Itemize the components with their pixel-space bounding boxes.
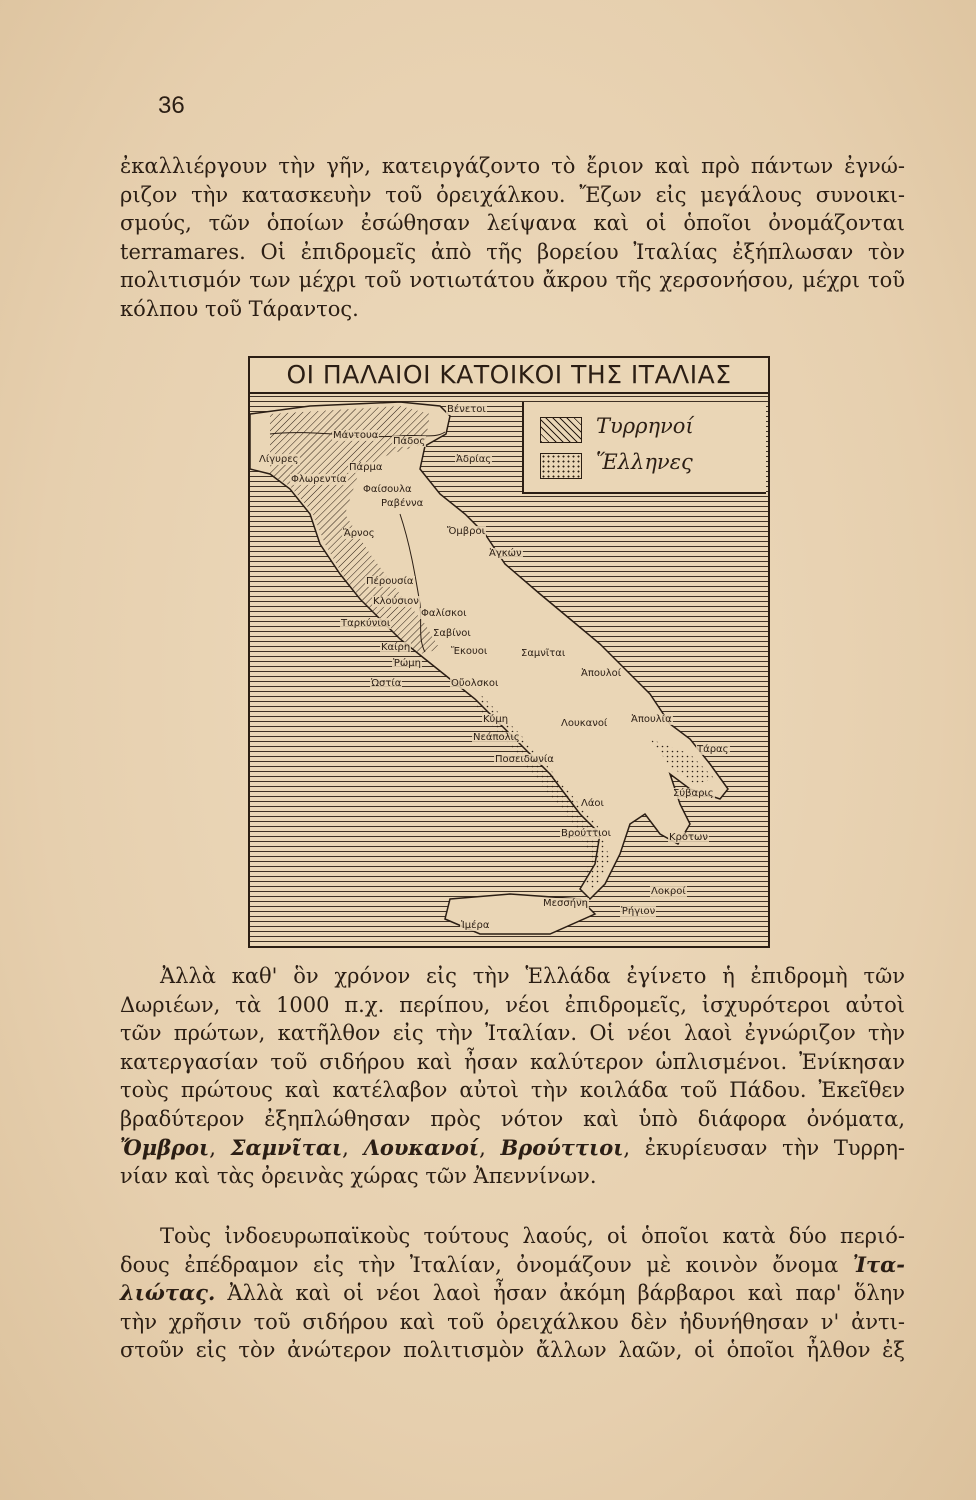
paragraph-dorian-invasion [120, 962, 905, 1191]
page-number: 36 [158, 92, 185, 119]
map-label: Φαλίσκοι [421, 608, 467, 619]
map-label: Σαβίνοι [433, 628, 471, 639]
text-line: terramares. Οἱ ἐπιδρομεῖς ἀπὸ τῆς βορείου Ἰταλίας ἐξήπλωσαν τὸν [120, 239, 905, 264]
map-label: Ἀπουλία [631, 714, 672, 725]
map-label: Βρούττιοι [561, 828, 612, 839]
text-line-names: Ὄμβροι, Σαμνῖται, Λουκανοί, Βρούττιοι, ἐκυρίευσαν τὴν Τυρρη- [120, 1134, 905, 1160]
map-label: Ἔκουοι [451, 646, 488, 657]
map-title: ΟΙ ΠΑΛΑΙΟΙ ΚΑΤΟΙΚΟΙ ΤΗΣ ΙΤΑΛΙΑΣ [250, 358, 768, 394]
hatch-swatch [540, 417, 582, 443]
text-line: Δωριέων, τὰ 1000 π.χ. περίπου, νέοι ἐπιδρομεῖς, ἰσχυρότεροι αὐτοὶ [120, 992, 905, 1017]
ethnonym: Σαμνῖται [230, 1134, 343, 1160]
map-label: Λουκανοί [561, 718, 608, 729]
map-label: Φαίσουλα [363, 484, 412, 495]
text-line: Ἀλλὰ καθ' ὃν χρόνον εἰς τὴν Ἑλλάδα ἐγίνετο ἡ ἐπιδρομὴ τῶν [160, 964, 905, 988]
map-label: Ποσειδωνία [495, 754, 554, 765]
map-label: Λάοι [581, 798, 604, 809]
ethnonym: Βρούττιοι [500, 1134, 624, 1160]
text-line: πολιτισμόν των μέχρι τοῦ νοτιωτάτου ἄκρου τῆς χερσονήσου, μέχρι τοῦ [120, 268, 905, 293]
map-label: Σαμνῖται [521, 648, 566, 659]
map-label: Οὔολσκοι [451, 678, 499, 689]
text-span: δους ἐπέδραμον εἰς τὴν Ἰταλίαν, ὀνομάζουν μὲ κοινὸν ὄνομα [120, 1252, 839, 1277]
map-label: Βένετοι [447, 404, 486, 415]
map-label: Ἀδρίας [456, 454, 492, 465]
paragraph-terramares [120, 152, 905, 324]
text-line [120, 1251, 905, 1280]
map-label: Ἱμέρα [461, 920, 490, 931]
text-line: τὴν χρῆσιν τοῦ σιδήρου καὶ τοῦ ὀρειχάλκου δὲν ἠδυνήθησαν ν' ἀντι- [120, 1309, 905, 1334]
map-label: Κλούσιον [373, 596, 419, 607]
ethnonym: Λουκανοί [363, 1134, 480, 1160]
map-label: Τάρας [697, 744, 729, 755]
text-line: κόλπου τοῦ Τάραντος. [120, 296, 359, 321]
map-label: Κρότων [669, 832, 709, 843]
legend-label: Τυρρηνοί [596, 414, 694, 438]
map-label: Ραβέννα [381, 498, 424, 509]
map-label: Μεσσήνη [543, 898, 588, 909]
text-line: σμούς, τῶν ὁποίων ἐσώθησαν λείψανα καὶ οἱ ὁποῖοι ὀνομάζονται [120, 211, 905, 236]
map-label: Ὄμβροι [447, 526, 485, 537]
text-line: κατεργασίαν τοῦ σιδήρου καὶ ἦσαν καλύτερον ὡπλισμένοι. Ἐνίκησαν [120, 1049, 905, 1074]
text-line: στοῦν εἰς τὸν ἀνώτερον πολιτισμὸν ἄλλων λαῶν, οἱ ὁποῖοι ἦλθον ἐξ [120, 1338, 905, 1363]
map-label: Λίγυρες [259, 454, 299, 465]
ethnonym: Ὄμβροι [120, 1134, 210, 1160]
text-line: βραδύτερον ἐξηπλώθησαν πρὸς νότον καὶ ὑπὸ διάφορα ὀνόματα, [120, 1106, 905, 1131]
map-label: Πέρουσία [366, 576, 414, 587]
map-label: Ὠστία [371, 678, 402, 689]
map-label: Φλωρεντία [291, 474, 347, 485]
text-line: τῶν πρώτων, κατῆλθον εἰς τὴν Ἰταλίαν. Οἱ νέοι λαοὶ ἐγνώριζον τὴν [120, 1021, 905, 1046]
map-label: Ταρκύνιοι [341, 618, 391, 629]
text-line: ἐκαλλιέργουν τὴν γῆν, κατειργάζοντο τὸ ἔριον καὶ πρὸ πάντων ἐγνώ- [120, 154, 905, 178]
map-legend [522, 402, 766, 494]
map-label: Πάρμα [349, 462, 383, 473]
map-label: Ἀπουλοί [581, 668, 622, 679]
text-line [120, 1279, 905, 1308]
text-span: Ἀλλὰ καὶ οἱ νέοι λαοὶ ἦσαν ἀκόμη βάρβαροι καὶ παρ' ὅλην [227, 1281, 905, 1306]
text-line: ριζον τὴν κατασκευὴν τοῦ ὀρειχάλκου. Ἔζων εἰς μεγάλους συνοικι- [120, 182, 905, 207]
map-label: Καίρη [381, 642, 411, 653]
text-line: νίαν καὶ τὰς ὀρεινὰς χώρας τῶν Ἀπεννίνων. [120, 1164, 597, 1189]
map-label: Ἀγκών [489, 548, 522, 559]
term-italiotes: Ἰτα- [852, 1251, 905, 1277]
text-line: τοὺς πρώτους καὶ κατέλαβον αὐτοὶ τὴν κοιλάδα τοῦ Πάδου. Ἐκεῖθεν [120, 1078, 905, 1103]
map-figure [248, 356, 770, 948]
text-line: Τοὺς ἰνδοευρωπαϊκοὺς τούτους λαούς, οἱ ὁποῖοι κατὰ δύο περιό- [160, 1224, 905, 1248]
map-label: Μάντουα [333, 430, 379, 441]
map-label: Πάδος [393, 436, 426, 447]
map-label: Σύβαρις [673, 788, 714, 799]
text-span: ἐκυρίευσαν τὴν Τυρρη- [644, 1135, 905, 1160]
map-label: Νεάπολις [473, 732, 520, 743]
map-label: Κύμη [483, 714, 509, 725]
map-label: Λοκροί [651, 886, 686, 897]
paragraph-italiotes [120, 1222, 905, 1365]
dots-swatch [540, 453, 582, 479]
map-label: Ῥήγιον [621, 906, 656, 917]
map-label: Ἄρνος [343, 528, 375, 539]
map-label: Ῥώμη [393, 658, 421, 669]
term-italiotes: λιώτας. [120, 1280, 216, 1306]
legend-label: Ἕλληνες [596, 450, 693, 474]
